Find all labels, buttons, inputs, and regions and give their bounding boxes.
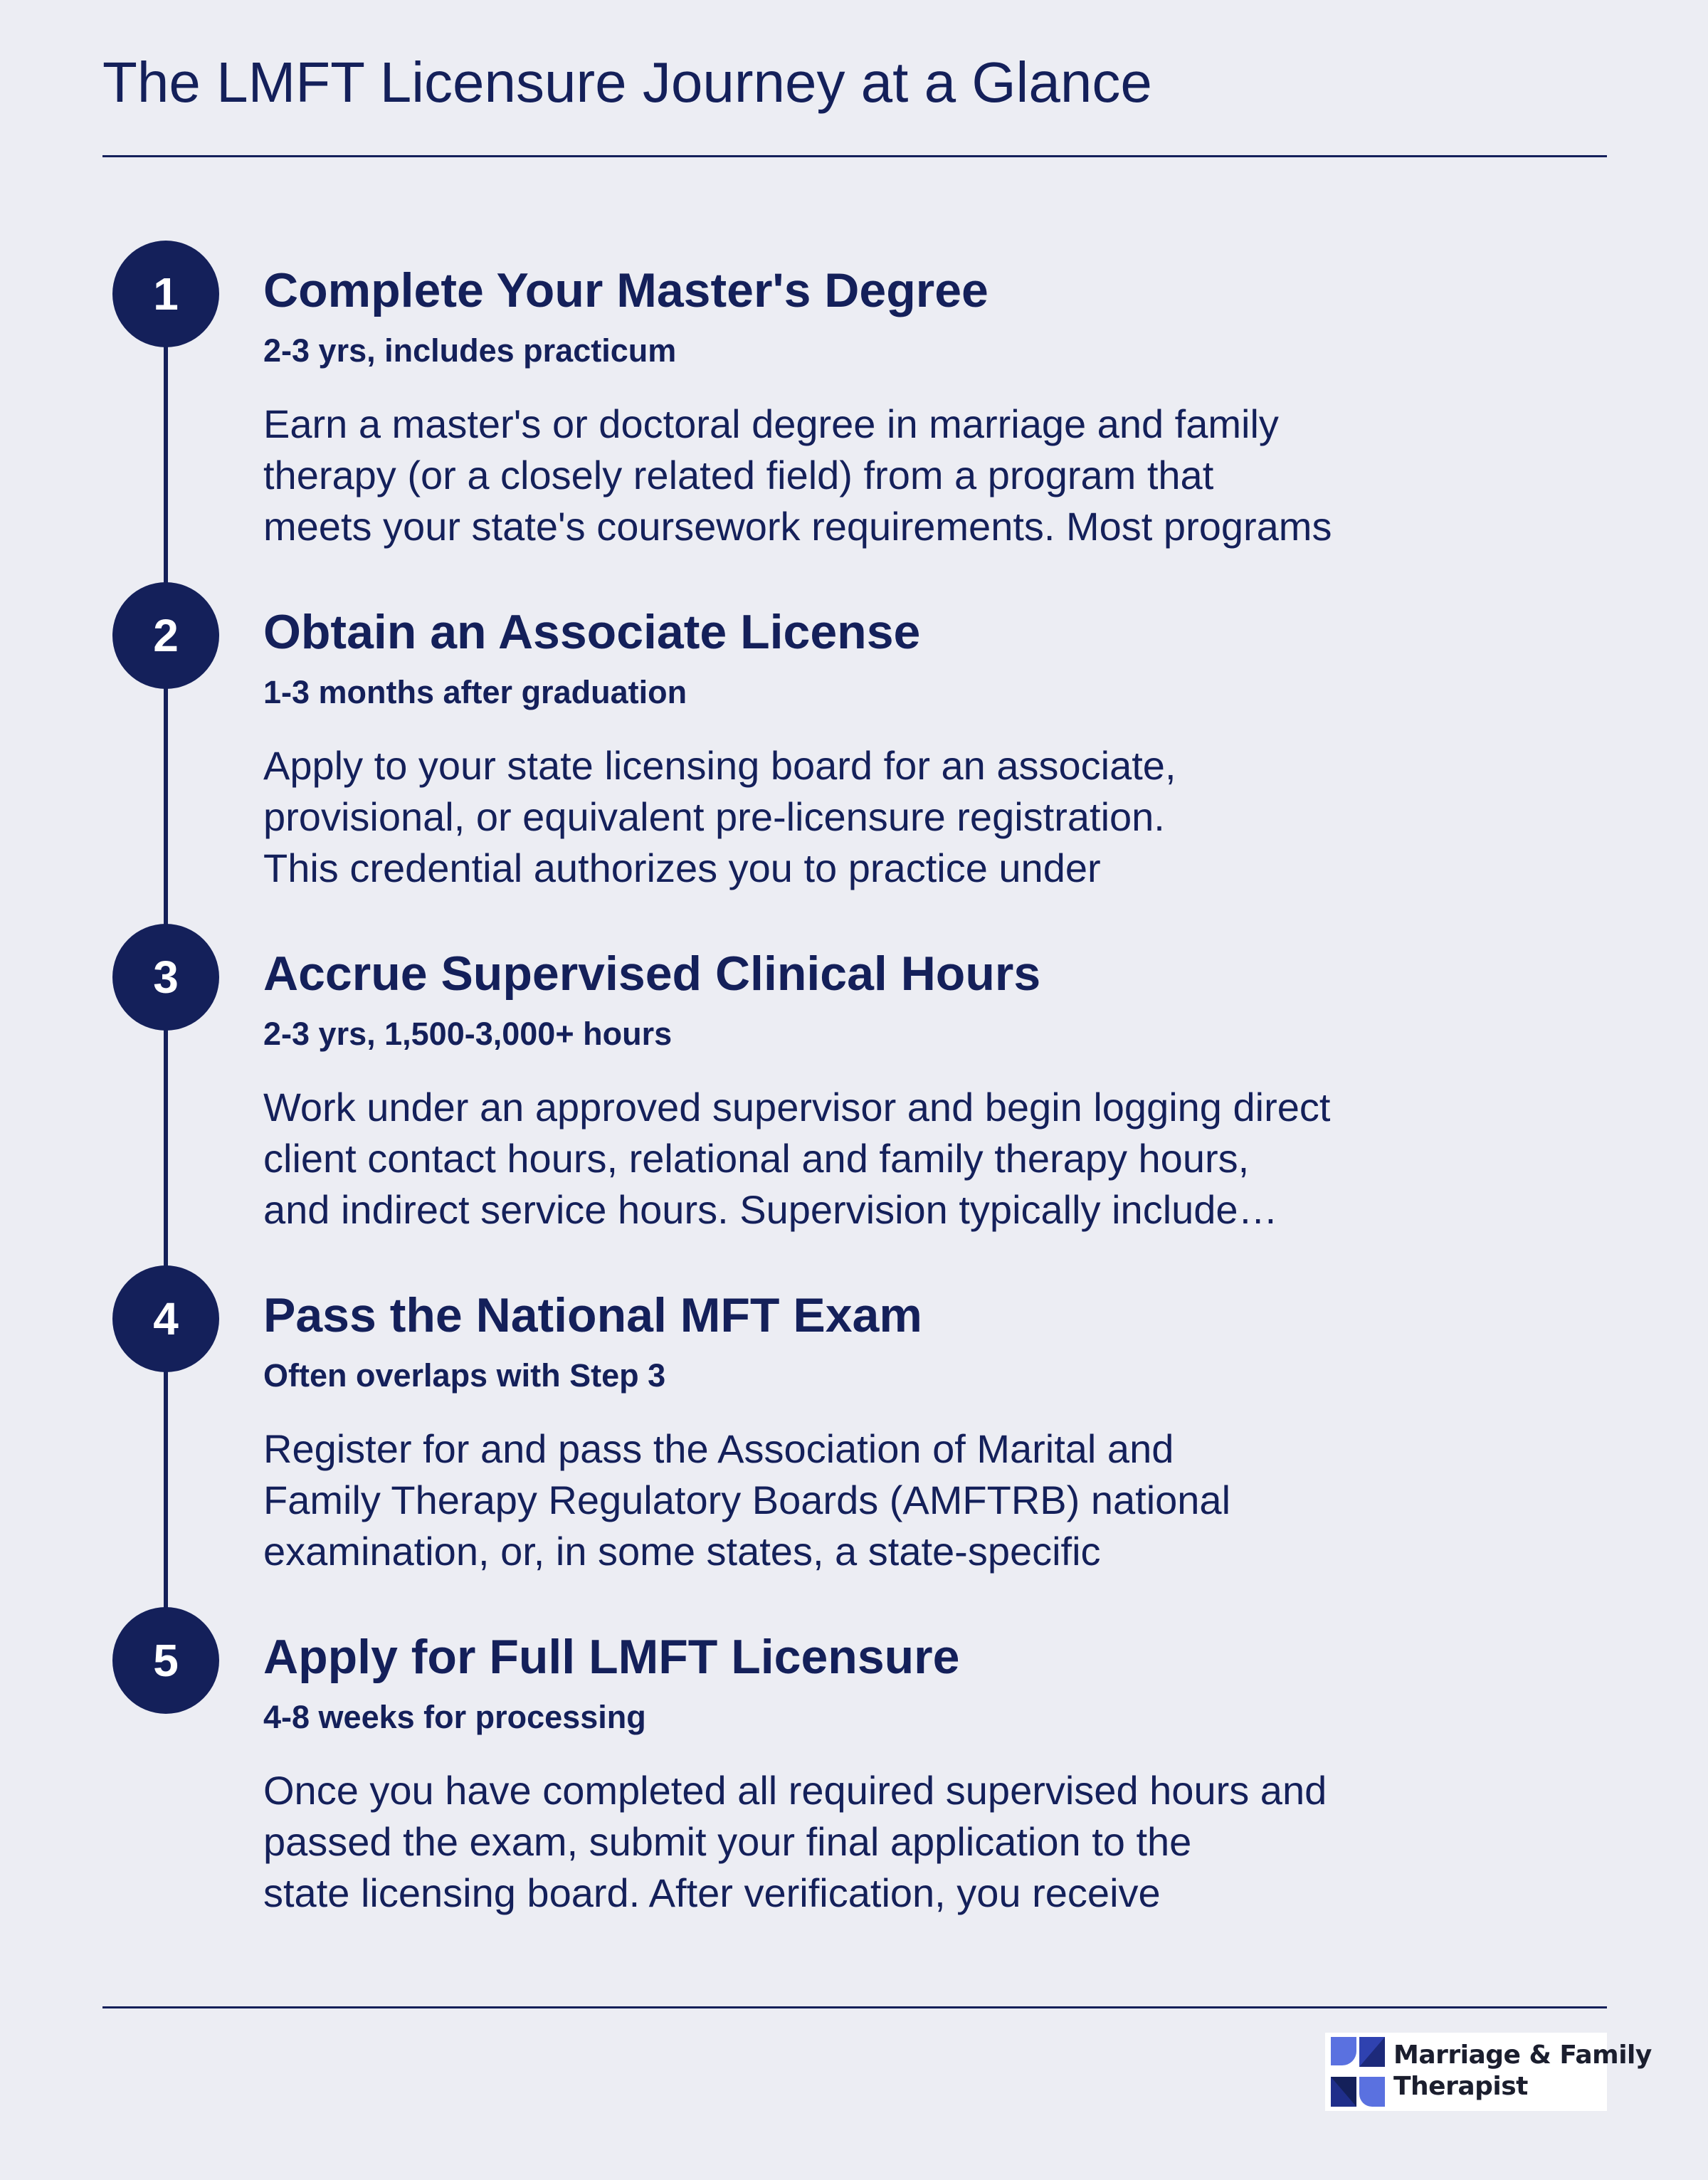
step-duration: 2-3 yrs, includes practicum <box>263 332 677 369</box>
step-description-line: Register for and pass the Association of Marital and <box>263 1426 1174 1471</box>
step-description-line: This credential authorizes you to practice under <box>263 846 1101 890</box>
step-description-line: client contact hours, relational and family therapy hours, <box>263 1136 1250 1181</box>
step-description-line: Earn a master's or doctoral degree in marriage and family <box>263 401 1279 446</box>
step-description <box>263 1423 1374 1577</box>
header-divider <box>102 155 1607 157</box>
step-description-line: passed the exam, submit your final application to the <box>263 1819 1192 1864</box>
step-title: Apply for Full LMFT Licensure <box>263 1630 960 1684</box>
step-number-badge: 4 <box>112 1265 219 1372</box>
step-description <box>263 399 1374 552</box>
step-description <box>263 1082 1374 1236</box>
step-description-line: meets your state's coursework requirements. Most programs <box>263 504 1332 549</box>
step-description-line: state licensing board. After verification, you receive <box>263 1870 1161 1915</box>
step-number-badge: 5 <box>112 1607 219 1714</box>
timeline-step-2 <box>0 582 1708 924</box>
step-number-badge: 1 <box>112 241 219 347</box>
step-duration: 4-8 weeks for processing <box>263 1699 646 1735</box>
logo-wordmark <box>1393 2040 1652 2102</box>
step-number-badge: 3 <box>112 924 219 1031</box>
page-title: The LMFT Licensure Journey at a Glance <box>102 51 1152 114</box>
step-description-line: Family Therapy Regulatory Boards (AMFTRB) national <box>263 1478 1231 1522</box>
step-title: Complete Your Master's Degree <box>263 263 989 317</box>
brand-logo <box>1325 2033 1652 2111</box>
step-title: Accrue Supervised Clinical Hours <box>263 947 1041 1001</box>
step-description-line: Work under an approved supervisor and begin logging direct <box>263 1085 1331 1130</box>
step-duration: 2-3 yrs, 1,500-3,000+ hours <box>263 1016 673 1052</box>
step-description-line: and indirect service hours. Supervision typically include… <box>263 1187 1278 1232</box>
timeline-step-5 <box>0 1607 1708 1949</box>
step-description-line: Apply to your state licensing board for an associate, <box>263 743 1176 788</box>
step-title: Pass the National MFT Exam <box>263 1288 922 1342</box>
step-description <box>263 1765 1374 1919</box>
logo-text-line1: Marriage & Family <box>1393 2041 1652 2070</box>
step-duration: 1-3 months after graduation <box>263 674 687 710</box>
logo-mark-icon <box>1329 2036 1386 2108</box>
logo-text-line2: Therapist <box>1393 2072 1528 2101</box>
step-description-line: therapy (or a closely related field) from a program that <box>263 453 1214 497</box>
timeline-step-4 <box>0 1265 1708 1607</box>
step-description-line: Once you have completed all required supervised hours and <box>263 1768 1327 1813</box>
timeline-step-1 <box>0 241 1708 582</box>
step-description <box>263 740 1374 894</box>
step-description-line: examination, or, in some states, a state-specific <box>263 1529 1101 1574</box>
step-title: Obtain an Associate License <box>263 605 921 659</box>
step-duration: Often overlaps with Step 3 <box>263 1357 666 1394</box>
step-description-line: provisional, or equivalent pre-licensure registration. <box>263 794 1165 839</box>
step-number-badge: 2 <box>112 582 219 689</box>
footer-divider <box>102 2006 1607 2008</box>
timeline-step-3 <box>0 924 1708 1265</box>
